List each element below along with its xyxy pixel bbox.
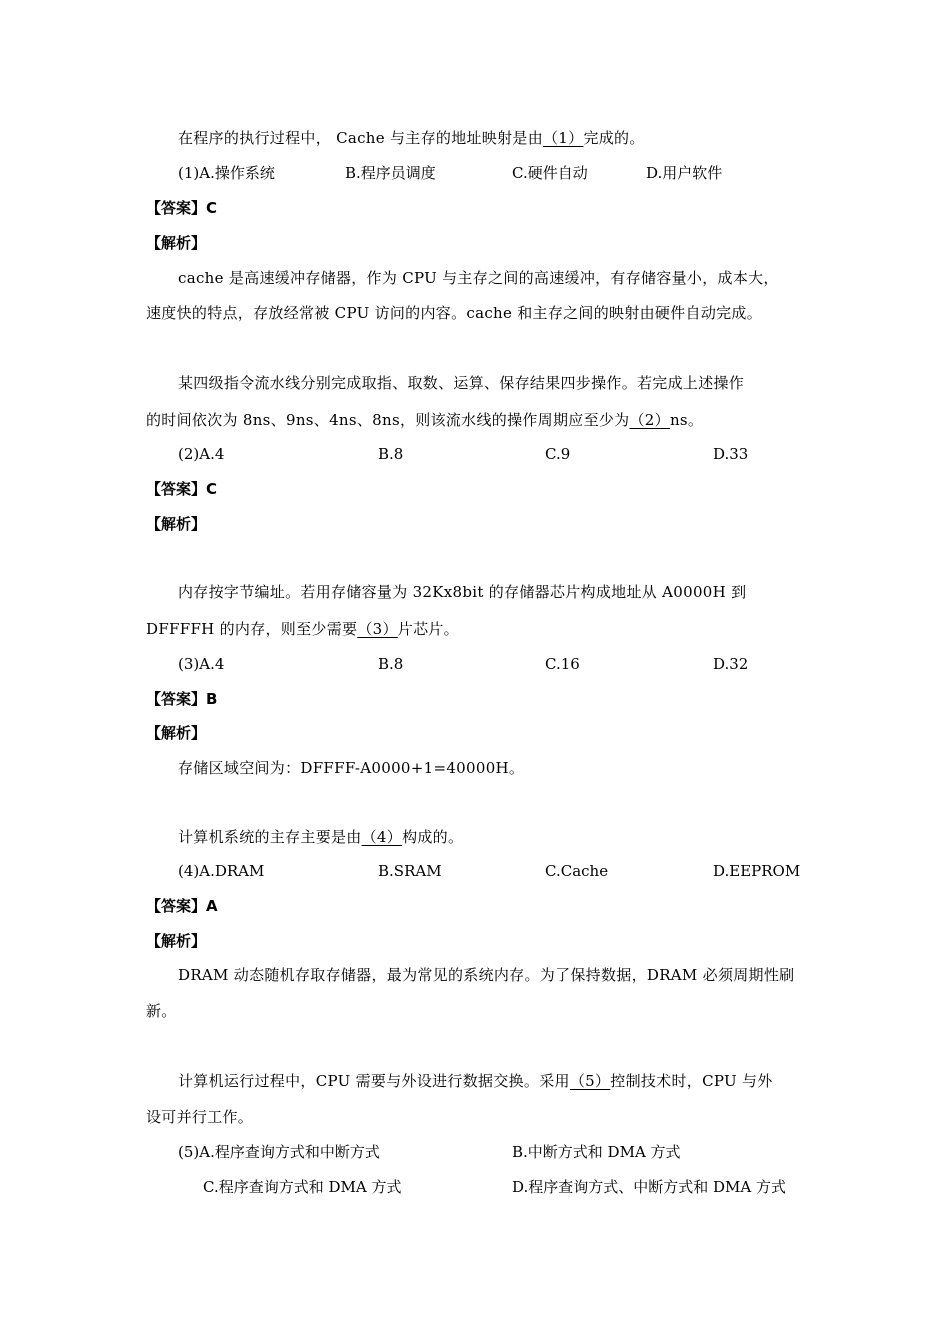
analysis-text: cache 是高速缓冲存储器，作为 CPU 与主存之间的高速缓冲，有存储容量小，成本大， bbox=[178, 269, 779, 287]
stem-text: 的时间依次为 8ns、9ns、4ns、8ns，则该流水线的操作周期应至少为 bbox=[146, 411, 630, 429]
stem-text: 构成的。 bbox=[402, 828, 464, 846]
answer-value: C bbox=[206, 480, 218, 498]
option-b: B.8 bbox=[378, 445, 404, 463]
stem-text: 在程序的执行过程中， Cache 与主存的地址映射是由 bbox=[178, 129, 543, 147]
analysis-text: DRAM 动态随机存取存储器，最为常见的系统内存。为了保持数据，DRAM 必须周期性刷 bbox=[178, 966, 795, 984]
option-a: (1)A.操作系统 bbox=[178, 164, 275, 182]
option-c: C.16 bbox=[545, 655, 580, 673]
option-c: C.硬件自动 bbox=[512, 164, 588, 182]
option-b: B.SRAM bbox=[378, 862, 442, 880]
answer-value: C bbox=[206, 199, 218, 217]
answer-row bbox=[146, 896, 218, 916]
analysis-label: 【解析】 bbox=[146, 932, 207, 950]
question-3-stem-cont bbox=[146, 619, 459, 639]
option-d: D.程序查询方式、中断方式和 DMA 方式 bbox=[512, 1178, 787, 1196]
answer-label: 【答案】 bbox=[146, 199, 207, 217]
stem-text: ns。 bbox=[669, 411, 704, 429]
analysis-text: 速度快的特点，存放经常被 CPU 访问的内容。cache 和主存之间的映射由硬件自动完成。 bbox=[146, 304, 763, 322]
answer-row bbox=[146, 479, 217, 499]
answer-label: 【答案】 bbox=[146, 480, 207, 498]
option-c: C.Cache bbox=[545, 862, 609, 880]
answer-label: 【答案】 bbox=[146, 690, 207, 708]
analysis-text: 存储区域空间为：DFFFF-A0000+1=40000H。 bbox=[178, 759, 525, 777]
answer-blank: （1） bbox=[543, 129, 584, 147]
question-4-stem bbox=[178, 827, 463, 847]
stem-text: 完成的。 bbox=[583, 129, 645, 147]
option-c: C.9 bbox=[545, 445, 571, 463]
answer-value: A bbox=[206, 897, 218, 915]
answer-label: 【答案】 bbox=[146, 897, 207, 915]
analysis-label: 【解析】 bbox=[146, 515, 207, 533]
question-2-stem-cont bbox=[146, 410, 703, 430]
question-1-stem bbox=[178, 128, 645, 148]
answer-row bbox=[146, 198, 217, 218]
question-5-stem bbox=[178, 1071, 773, 1091]
option-a: (2)A.4 bbox=[178, 445, 225, 463]
answer-blank: （2） bbox=[629, 411, 670, 429]
answer-value: B bbox=[206, 690, 218, 708]
option-a: (4)A.DRAM bbox=[178, 862, 265, 880]
option-d: D.EEPROM bbox=[713, 862, 801, 880]
answer-blank: （5） bbox=[569, 1072, 611, 1090]
stem-text: DFFFFH 的内存，则至少需要 bbox=[146, 620, 358, 638]
analysis-label: 【解析】 bbox=[146, 234, 207, 252]
option-b: B.中断方式和 DMA 方式 bbox=[512, 1143, 681, 1161]
stem-text: 计算机运行过程中，CPU 需要与外设进行数据交换。采用 bbox=[178, 1072, 570, 1090]
answer-row bbox=[146, 689, 217, 709]
stem-text: 片芯片。 bbox=[397, 620, 459, 638]
answer-blank: （4） bbox=[361, 828, 403, 846]
option-b: B.程序员调度 bbox=[345, 164, 436, 182]
option-a: (3)A.4 bbox=[178, 655, 225, 673]
question-5-stem-cont: 设可并行工作。 bbox=[146, 1108, 254, 1126]
stem-text: 计算机系统的主存主要是由 bbox=[178, 828, 362, 846]
option-d: D.32 bbox=[713, 655, 749, 673]
option-a: (5)A.程序查询方式和中断方式 bbox=[178, 1143, 380, 1161]
question-2-stem: 某四级指令流水线分别完成取指、取数、运算、保存结果四步操作。若完成上述操作 bbox=[178, 374, 745, 392]
analysis-label: 【解析】 bbox=[146, 724, 207, 742]
option-c: C.程序查询方式和 DMA 方式 bbox=[203, 1178, 402, 1196]
option-d: D.33 bbox=[713, 445, 749, 463]
option-d: D.用户软件 bbox=[646, 164, 723, 182]
question-3-stem: 内存按字节编址。若用存储容量为 32Kx8bit 的存储器芯片构成地址从 A0000H 到 bbox=[178, 583, 747, 601]
option-b: B.8 bbox=[378, 655, 404, 673]
analysis-text: 新。 bbox=[146, 1002, 177, 1020]
answer-blank: （3） bbox=[357, 620, 398, 638]
stem-text: 控制技术时，CPU 与外 bbox=[610, 1072, 773, 1090]
